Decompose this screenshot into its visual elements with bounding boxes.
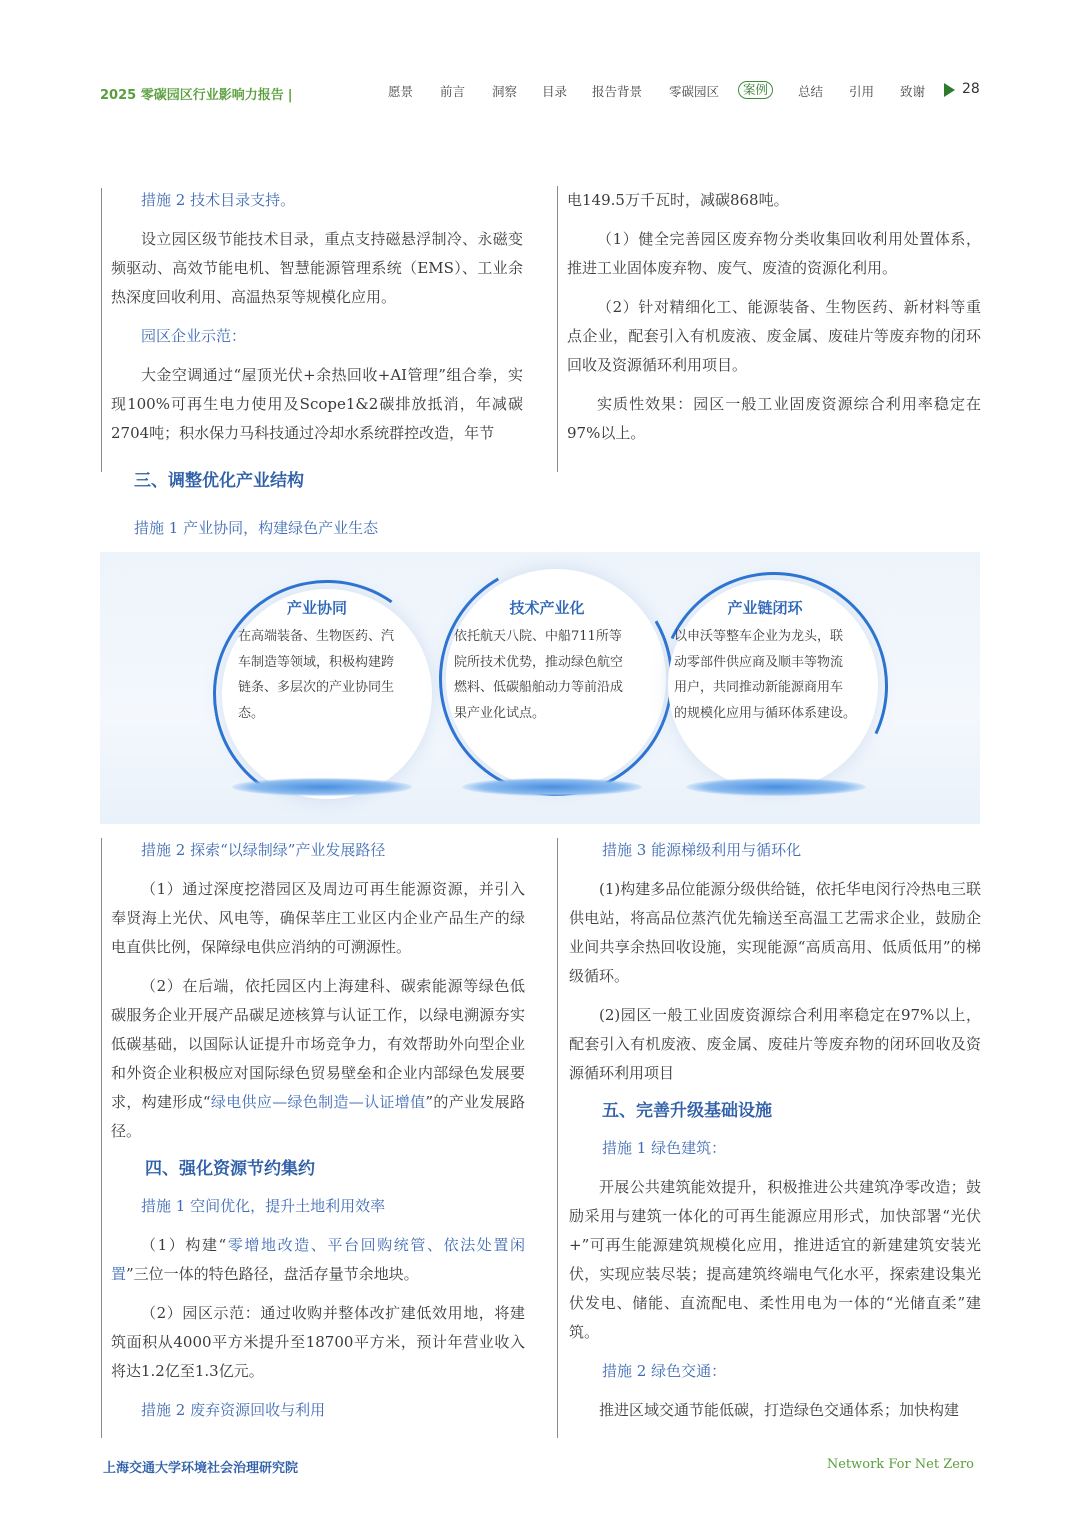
circle-text: 在高端装备、生物医药、汽 车制造等领域，积极构建跨 链条、多层次的产业协同生 态。 xyxy=(238,629,395,721)
nav-item-acknowledgements[interactable]: 致谢 xyxy=(900,84,926,99)
section-heading: 五、完善升级基础设施 xyxy=(602,1101,772,1121)
measure-heading: 措施 2 绿色交通： xyxy=(602,1362,727,1380)
report-title: 2025 零碳园区行业影响力报告 | xyxy=(100,88,293,103)
column-divider xyxy=(101,188,102,472)
circle-title: 技术产业化 xyxy=(509,599,585,617)
bottom-left-column xyxy=(111,836,525,1425)
bottom-right-column xyxy=(569,836,981,1425)
paragraph: （1）健全完善园区废弃物分类收集回收利用处置体系，推进工业固体废弃物、废气、废渣的资源化利用。 xyxy=(567,230,981,277)
circle-title: 产业协同 xyxy=(286,599,347,617)
measure-heading: 措施 1 空间优化，提升土地利用效率 xyxy=(141,1197,386,1215)
measure-heading: 措施 3 能源梯级利用与循环化 xyxy=(602,841,802,859)
column-divider xyxy=(557,186,558,472)
measure-heading: 措施 1 绿色建筑： xyxy=(602,1139,727,1157)
pedestal xyxy=(462,778,642,796)
paragraph: 大金空调通过“屋顶光伏+余热回收+AI管理”组合拳，实现100%可再生电力使用及Scope1&2碳排放抵消，年减碳2704吨；积水保力马科技通过冷却水系统群控改造，年节 xyxy=(111,366,523,442)
pedestal xyxy=(686,778,866,796)
paragraph: （2）园区示范：通过收购并整体改扩建低效用地，将建筑面积从4000平方米提升至18700平方米，预计年营业收入将达1.2亿至1.3亿元。 xyxy=(111,1304,525,1380)
circle-text: 以申沃等整车企业为龙头，联 动零部件供应商及顺丰等物流 用户，共同推动新能源商用车 的规模化应用与循环体系建设。 xyxy=(674,629,857,721)
top-nav xyxy=(388,82,988,102)
nav-item-cases[interactable]: 案例 xyxy=(738,81,773,99)
paragraph: 设立园区级节能技术目录，重点支持磁悬浮制冷、永磁变频驱动、高效节能电机、智慧能源管理系统（EMS）、工业余热深度回收利用、高温热泵等规模化应用。 xyxy=(111,230,523,306)
measure-heading: 措施 2 废弃资源回收与利用 xyxy=(141,1401,326,1419)
nav-item-preface[interactable]: 前言 xyxy=(440,84,466,99)
nav-item-insight[interactable]: 洞察 xyxy=(492,84,518,99)
paragraph: （2）针对精细化工、能源装备、生物医药、新材料等重点企业，配套引入有机废液、废金属、废硅片等废弃物的闭环回收及资源循环利用项目。 xyxy=(567,298,981,374)
circle-text: 依托航天八院、中船711所等 院所技术优势，推动绿色航空 燃料、低碳船舶动力等前沿成 果产业化试点。 xyxy=(454,629,624,721)
measure-heading: 措施 1 产业协同，构建绿色产业生态 xyxy=(134,519,379,537)
paragraph: （2）在后端，依托园区内上海建科、碳索能源等绿色低碳服务企业开展产品碳足迹核算与认证工作，以绿电溯源夯实低碳基础，以国际认证提升市场竞争力，有效帮助外向型企业和外资企业积极应对国际绿色贸易壁垒和企业内部绿色发展要求，构建形成“绿电供应—绿色制造—认证增值”的产业发展路径。 xyxy=(111,977,525,1140)
measure-heading: 措施 2 探索“以绿制绿”产业发展路径 xyxy=(141,841,386,859)
circle-title: 产业链闭环 xyxy=(727,599,803,617)
nav-item-references[interactable]: 引用 xyxy=(849,84,875,99)
top-right-column xyxy=(567,186,981,448)
measure-heading: 园区企业示范： xyxy=(141,327,247,345)
paragraph: (2)园区一般工业固废资源综合利用率稳定在97%以上，配套引入有机废液、废金属、废硅片等废弃物的闭环回收及资源循环利用项目 xyxy=(569,1006,981,1082)
page-number: 28 xyxy=(962,81,980,97)
paragraph: 电149.5万千瓦时，减碳868吨。 xyxy=(567,191,789,209)
nav-item-contents[interactable]: 目录 xyxy=(542,84,568,99)
measure-heading: 措施 2 技术目录支持。 xyxy=(141,191,296,209)
top-left-column xyxy=(111,186,523,448)
paragraph: (1)构建多品位能源分级供给链，依托华电闵行冷热电三联供电站，将高品位蒸汽优先输送至高温工艺需求企业，鼓励企业间共享余热回收设施，实现能源“高质高用、低质低用”的梯级循环。 xyxy=(569,880,981,985)
paragraph: 推进区域交通节能低碳，打造绿色交通体系；加快构建 xyxy=(599,1401,960,1419)
paragraph: 开展公共建筑能效提升，积极推进公共建筑净零改造；鼓励采用与建筑一体化的可再生能源应用形式，加快部署“光伏+”可再生能源建筑规模化应用，推进适宜的新建建筑安装光伏，实现应装尽装；提高建筑终端电气化水平，探索建设集光伏发电、储能、直流配电、柔性用电为一体的“光储直柔”建筑。 xyxy=(569,1178,981,1341)
column-divider xyxy=(557,838,558,1438)
section-heading: 四、强化资源节约集约 xyxy=(145,1159,315,1179)
section-heading: 三、调整优化产业结构 xyxy=(134,471,304,491)
paragraph: （1）构建“零增地改造、平台回购统管、依法处置闲置”三位一体的特色路径，盘活存量节余地块。 xyxy=(111,1236,525,1283)
effect-paragraph: 实质性效果：园区一般工业固废资源综合利用率稳定在97%以上。 xyxy=(567,395,981,442)
nav-item-summary[interactable]: 总结 xyxy=(798,84,824,99)
footer-network: Network For Net Zero xyxy=(826,1457,974,1472)
play-arrow-icon[interactable] xyxy=(944,83,955,97)
nav-item-vision[interactable]: 愿景 xyxy=(388,84,414,99)
nav-item-zero-carbon-park[interactable]: 零碳园区 xyxy=(669,84,720,99)
footer-institute: 上海交通大学环境社会治理研究院 xyxy=(103,1461,299,1476)
pedestal xyxy=(232,778,412,796)
industry-circles-band xyxy=(100,552,980,824)
nav-item-background[interactable]: 报告背景 xyxy=(592,84,643,99)
column-divider xyxy=(101,838,102,1438)
paragraph: （1）通过深度挖潜园区及周边可再生能源资源，并引入奉贤海上光伏、风电等，确保莘庄工业区内企业产品生产的绿电直供比例，保障绿电供应消纳的可溯源性。 xyxy=(111,880,525,956)
